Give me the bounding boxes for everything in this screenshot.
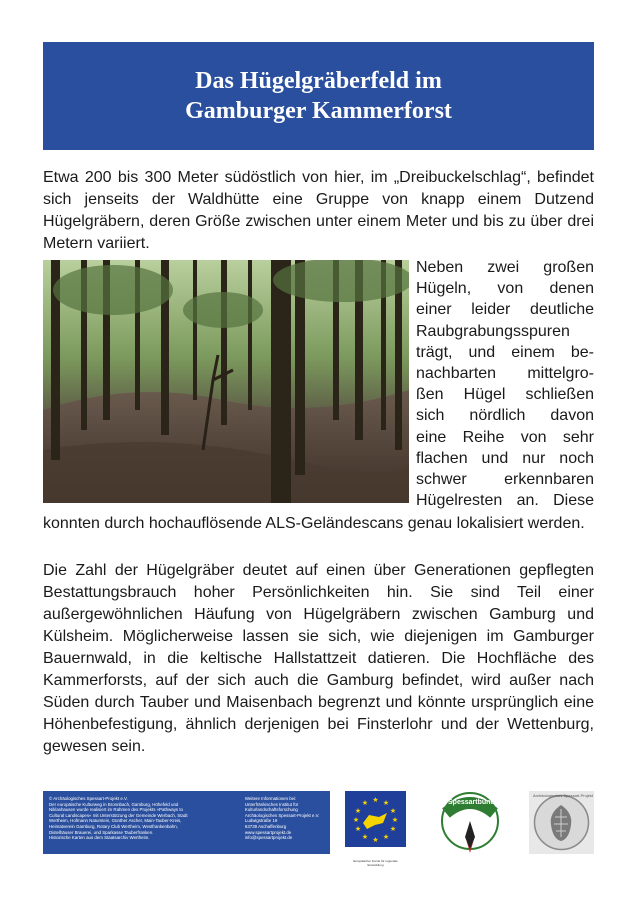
credit-line: © Archäologisches Spessart-Projekt e.V. bbox=[49, 796, 128, 801]
eu-flag-logo bbox=[345, 791, 406, 867]
contact-line: Archäologisches Spessart-Projekt e.V. bbox=[244, 812, 320, 818]
svg-text:★: ★ bbox=[361, 799, 369, 807]
forest-illustration bbox=[43, 260, 409, 503]
svg-text:★: ★ bbox=[354, 807, 362, 815]
footer-credits bbox=[49, 796, 237, 849]
side-line: schwer erkennbaren bbox=[416, 471, 594, 489]
credit-line: Niklashausen wurde realisiert im Rahmen des Projekts »Pathways to bbox=[49, 807, 183, 813]
credit-line: Cultural Landscapes« mit Unterstützung der Gemeinde Werbach, Stadt bbox=[49, 812, 188, 818]
svg-text:★: ★ bbox=[352, 816, 360, 824]
side-line: sich nördlich davon bbox=[416, 407, 594, 425]
archaeology-seal-icon bbox=[529, 791, 594, 854]
svg-text:★: ★ bbox=[382, 833, 390, 841]
credit-line: Wertheim, Hofmann Naturstein, Günther Ascher, Main-Tauber-Kreis, bbox=[49, 818, 182, 824]
spessartbund-logo bbox=[440, 791, 500, 854]
svg-text:★: ★ bbox=[389, 807, 397, 815]
contact-line: Kulturlandschaftsforschung bbox=[244, 807, 298, 813]
contact-line: Ludwigstraße 19 bbox=[244, 818, 278, 824]
title-line-2: Gamburger Kammerforst bbox=[185, 98, 452, 124]
paragraph-als-continuation: konnten durch hochauflösende ALS-Geländescans genau lokalisiert werden. bbox=[43, 515, 585, 532]
footer-contact bbox=[245, 796, 324, 849]
credit-line: Heimatverein Gamburg, Rotary Club Wertheim, Westfrankenbahn, bbox=[49, 823, 178, 829]
credit-line: Historische Karten aus dem Staatsarchiv Wertheim. bbox=[49, 835, 150, 841]
archaeology-project-logo bbox=[529, 791, 594, 854]
side-line: eine Reihe von sehr bbox=[416, 428, 594, 446]
eu-caption: Europäischer Fonds für regionale Entwicklung bbox=[353, 859, 398, 867]
title-line-1: Das Hügelgräberfeld im bbox=[195, 68, 442, 94]
archaeology-text: Archäologisches Spessart-Projekt bbox=[533, 793, 594, 798]
paragraph-intro: Etwa 200 bis 300 Meter südöstlich von hier, im „Dreibuckelschlag“, befindet sich jenseits der Waldhütte eine Gruppe von knapp einem Dutzend Hügelgräbern, deren Größe zwischen unter einem Meter und bis zu über drei Metern variiert. bbox=[43, 169, 594, 252]
side-line: einer leider deutliche bbox=[416, 301, 594, 319]
contact-line: Unterfränkisches Institut für bbox=[244, 801, 299, 807]
side-line: nachbarten mittelgro- bbox=[416, 365, 594, 383]
eu-flag-icon bbox=[345, 791, 406, 854]
contact-link[interactable]: www.spessartprojekt.de bbox=[244, 829, 292, 835]
side-line: trägt, und einem be- bbox=[416, 343, 594, 361]
contact-email[interactable]: info@spessartprojekt.de bbox=[244, 835, 293, 841]
svg-text:★: ★ bbox=[361, 833, 369, 841]
footer-credits-box bbox=[43, 791, 330, 854]
credit-line: Der europäische Kulturweg in Bronnbach, Gamburg, Höhefeld und bbox=[49, 801, 179, 807]
svg-text:★: ★ bbox=[354, 825, 362, 833]
svg-text:★: ★ bbox=[372, 796, 379, 804]
side-line: Hügeln, von denen bbox=[416, 280, 594, 298]
side-line: Hügelresten an. Diese bbox=[416, 492, 594, 510]
paragraph-burial-custom: Die Zahl der Hügelgräber deutet auf einen über Generationen gepflegten Bestattungsbrauch hoher Persönlichkeiten hin. Sie sind Teil einer außergewöhnlichen Häufung von Hügelgräbern zwischen Gamburg und Külsheim. Möglicherweise lassen sie sich, wie diejenigen im Gamburger Bauernwald, in die keltische Hallstattzeit datieren. Die Hochfläche des Kammerforsts, auf der sich auch die Gamburg befindet, wird außer nach Süden durch Tauber und Maisenbach begrenzt und könnte ursprünglich eine Höhenbefestigung, ähnlich derjenigen bei Finsterlohr und der Wettenburg, gewesen sein. bbox=[43, 562, 594, 755]
credit-line: Distelhäuser Brauerei, und Sparkasse Tauberfranken. bbox=[49, 829, 154, 835]
contact-line: Weitere Informationen bei: bbox=[244, 796, 297, 801]
side-line: Neben zwei großen bbox=[416, 259, 594, 276]
side-line: Raubgrabungsspuren bbox=[416, 322, 570, 340]
svg-text:★: ★ bbox=[382, 799, 390, 807]
title-banner bbox=[43, 42, 594, 150]
svg-text:★: ★ bbox=[391, 816, 399, 824]
side-line: flachen und nur noch bbox=[416, 449, 594, 467]
contact-line: 63739 Aschaffenburg bbox=[244, 823, 287, 829]
side-line: ßen Hügel schließen bbox=[416, 386, 594, 404]
forest-photo bbox=[43, 260, 409, 503]
side-text-column bbox=[416, 257, 594, 511]
svg-text:★: ★ bbox=[372, 836, 379, 844]
spessartbund-text: Spessartbund bbox=[448, 799, 495, 806]
svg-text:★: ★ bbox=[389, 825, 397, 833]
